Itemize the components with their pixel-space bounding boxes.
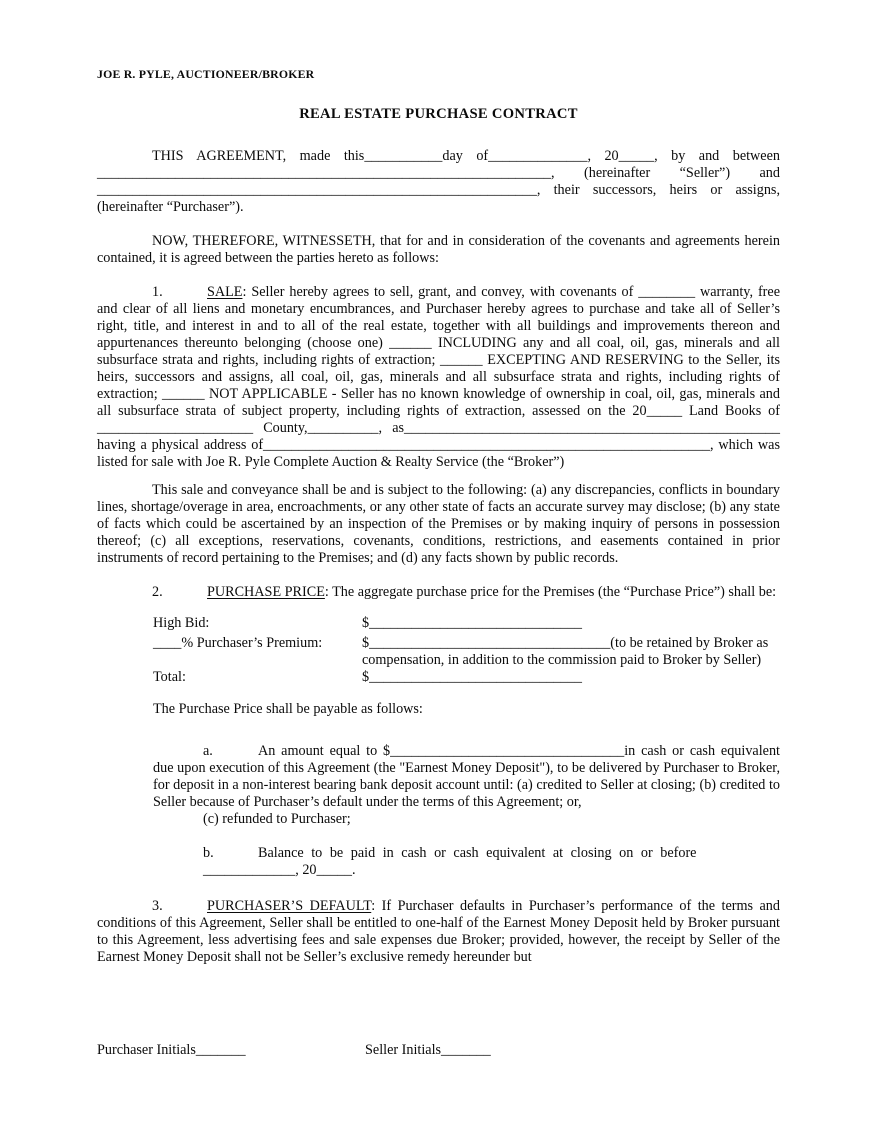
purchasers-premium-blank: $__________________________________(to be retained by Broker as compensation, in addition to the commission paid to Broker by Seller) [362, 635, 769, 668]
broker-header: JOE R. PYLE, AUCTIONEER/BROKER [97, 67, 315, 81]
purchaser-initials-blank: Purchaser Initials_______ [97, 1042, 246, 1058]
payable-intro-paragraph: The Purchase Price shall be payable as follows: [153, 701, 423, 717]
agreement-intro-paragraph: THIS AGREEMENT, made this___________day of______________, 20_____, by and between ________________________________________________________________, (hereinafter “Seller”) and ______________________________________________________________, their successors, heirs or assigns, (hereinafter “Purchaser”). [97, 148, 780, 215]
subject-to-paragraph: This sale and conveyance shall be and is subject to the following: (a) any discrepancies, conflicts in boundary lines, shortage/overage in area, encroachments, or any other state of facts an accurate survey may disclose; (b) any state of facts which could be ascertained by an inspection of the Premises or by making inquiry of persons in possession thereof; (c) all exceptions, reservations, covenants, conditions, restrictions, and easements contained in prior instruments of record pertaining to the Premises; and (d) any facts shown by public records. [97, 482, 780, 566]
price-table [153, 615, 780, 686]
section-1-heading: SALE [207, 284, 243, 300]
item-a-refunded-line: (c) refunded to Purchaser; [203, 811, 351, 827]
purchasers-premium-label: ____% Purchaser’s Premium: [153, 635, 323, 651]
price-row-high-bid [153, 615, 780, 632]
document-title: REAL ESTATE PURCHASE CONTRACT [299, 106, 578, 122]
price-row-total [153, 669, 780, 686]
item-b-date-blank-line: _____________, 20_____. [203, 862, 356, 878]
section-2-purchase-price [97, 584, 780, 601]
high-bid-label: High Bid: [153, 615, 210, 631]
section-2-body: : The aggregate purchase price for the Premises (the “Purchase Price”) shall be: [324, 584, 777, 600]
item-b-body: Balance to be paid in cash or cash equivalent at closing on or before [258, 845, 697, 861]
initials-footer [97, 1042, 780, 1059]
section-3-body: : If Purchaser defaults in Purchaser’s performance of the terms and conditions of this Agreement, Seller shall be entitled to one-half of the Earnest Money Deposit held by Broker pursuant to this Agreement, less advertising fees and sale expenses due Broker; provided, however, the receipt by Seller of the Earnest Money Deposit shall not be Seller’s exclusive remedy hereunder but [97, 898, 780, 965]
total-blank: $______________________________ [362, 669, 582, 685]
witnesseth-paragraph: NOW, THEREFORE, WITNESSETH, that for and in consideration of the covenants and agreements herein contained, it is agreed between the parties hereto as follows: [97, 233, 780, 266]
section-1-sale [97, 284, 780, 471]
price-row-premium [153, 635, 780, 669]
section-2-number: 2. [152, 584, 163, 600]
high-bid-blank: $______________________________ [362, 615, 582, 631]
section-3-heading: PURCHASER’S DEFAULT [207, 898, 372, 914]
section-2-heading: PURCHASE PRICE [207, 584, 325, 600]
item-a-body: An amount equal to $_________________________________in cash or cash equivalent due upon execution of this Agreement (the "Earnest Money Deposit"), to be delivered by Purchaser to Broker, for deposit in a non-interest bearing bank deposit account until: (a) credited to Seller at closing; (b) credited to Seller because of Purchaser’s default under the terms of this Agreement; or, [153, 743, 780, 810]
item-a-number: a. [203, 743, 213, 759]
section-1-number: 1. [152, 284, 163, 300]
item-b-balance [153, 845, 780, 879]
section-3-number: 3. [152, 898, 163, 914]
total-label: Total: [153, 669, 186, 685]
item-a-earnest-money [153, 743, 780, 828]
seller-initials-blank: Seller Initials_______ [365, 1042, 491, 1058]
item-b-number: b. [203, 845, 214, 861]
section-3-purchasers-default [97, 898, 780, 966]
section-1-body: : Seller hereby agrees to sell, grant, and convey, with covenants of ________ warranty, free and clear of all liens and monetary encumbrances, and Purchaser hereby agrees to purchase and take all of Seller’s right, title, and interest in and to all of the real estate, together with all buildings and improvements thereon and appurtenances thereunto belonging (choose one) ______ INCLUDING any and all coal, oil, gas, minerals and all subsurface strata and rights, including rights of extraction; ______ EXCEPTING AND RESERVING to the Seller, its heirs, successors and assigns, all coal, oil, gas, minerals and all subsurface strata and rights, including rights of extraction; ______ NOT APPLICABLE - Seller has no known knowledge of ownership in coal, oil, gas, minerals and all subsurface strata of subject property, including rights of extraction, assessed on the 20_____ Land Books of ______________________ County,__________, as_____________________________________________________ having a physical address of_______________________________________________________________, which was listed for sale with Joe R. Pyle Complete Auction & Realty Service (the “Broker”) [97, 284, 780, 470]
